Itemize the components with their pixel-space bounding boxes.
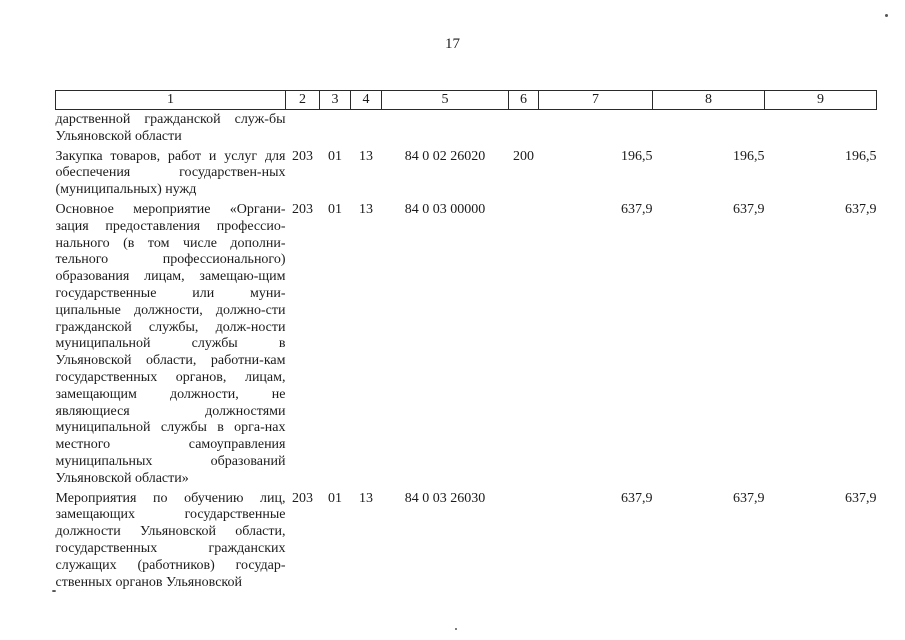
amount-col9 [765, 110, 877, 146]
admin-code: 203 [292, 148, 313, 164]
row-name: Закупка товаров, работ и услуг для обеспечения государствен-ных (муниципальных) нужд [55, 148, 286, 198]
target-code: 84 0 02 26020 [404, 148, 486, 164]
section-code: 01 [328, 490, 342, 506]
admin-code: 203 [292, 201, 313, 217]
budget-table [55, 90, 877, 591]
expense-type-code: 200 [513, 148, 534, 164]
table-row [56, 488, 877, 592]
subsection-code: 13 [359, 490, 373, 506]
admin-code: 203 [292, 490, 313, 506]
table-row [56, 110, 877, 146]
amount-col7: 637,9 [621, 490, 653, 506]
column-header: 8 [653, 91, 765, 110]
section-code: 01 [328, 201, 342, 217]
row-name: дарственной гражданской служ-бы Ульяновской области [55, 112, 286, 144]
target-code [382, 110, 509, 146]
admin-code [286, 110, 320, 146]
amount-col7: 637,9 [621, 201, 653, 217]
column-header: 6 [509, 91, 539, 110]
table-row [56, 199, 877, 488]
amount-col9: 196,5 [845, 148, 877, 164]
expense-type-code [509, 110, 539, 146]
column-header: 7 [539, 91, 653, 110]
scan-speck [455, 628, 457, 630]
subsection-code: 13 [359, 201, 373, 217]
expense-type-code [509, 488, 539, 592]
row-name: Основное мероприятие «Органи-зация предоставления профессио-нального (в том числе дополни-тельного профессионального) образования лицам, замещаю-щим государственные или муни-ципальные должности, должно-сти гражданской службы, долж-ности муниципальной службы в Ульяновской области, работни-кам государственных органов, лицам, замещающим должности, не являющиеся должностями муниципальной службы в орга-нах местного самоуправления муниципальных образований Ульяновской области» [55, 201, 286, 486]
amount-col9: 637,9 [845, 201, 877, 217]
amount-col8: 637,9 [733, 201, 765, 217]
target-code: 84 0 03 26030 [404, 490, 486, 506]
column-header: 4 [351, 91, 382, 110]
expense-type-code [509, 199, 539, 488]
column-header: 3 [320, 91, 351, 110]
amount-col8: 196,5 [733, 148, 765, 164]
section-code [320, 110, 351, 146]
subsection-code [351, 110, 382, 146]
table-row [56, 146, 877, 199]
scan-speck [52, 590, 56, 592]
page-number: 17 [445, 36, 460, 52]
row-name: Мероприятия по обучению лиц, замещающих государственные должности Ульяновской области, государственных гражданских служащих (работников) государ-ственных органов Ульяновской [55, 490, 286, 590]
amount-col7: 196,5 [621, 148, 653, 164]
amount-col7 [539, 110, 653, 146]
column-header: 1 [56, 91, 286, 110]
amount-col9: 637,9 [845, 490, 877, 506]
amount-col8: 637,9 [733, 490, 765, 506]
target-code: 84 0 03 00000 [404, 201, 486, 217]
section-code: 01 [328, 148, 342, 164]
column-header: 5 [382, 91, 509, 110]
amount-col8 [653, 110, 765, 146]
column-header: 2 [286, 91, 320, 110]
column-number-row [56, 91, 877, 110]
column-header: 9 [765, 91, 877, 110]
scan-speck [885, 14, 888, 17]
subsection-code: 13 [359, 148, 373, 164]
